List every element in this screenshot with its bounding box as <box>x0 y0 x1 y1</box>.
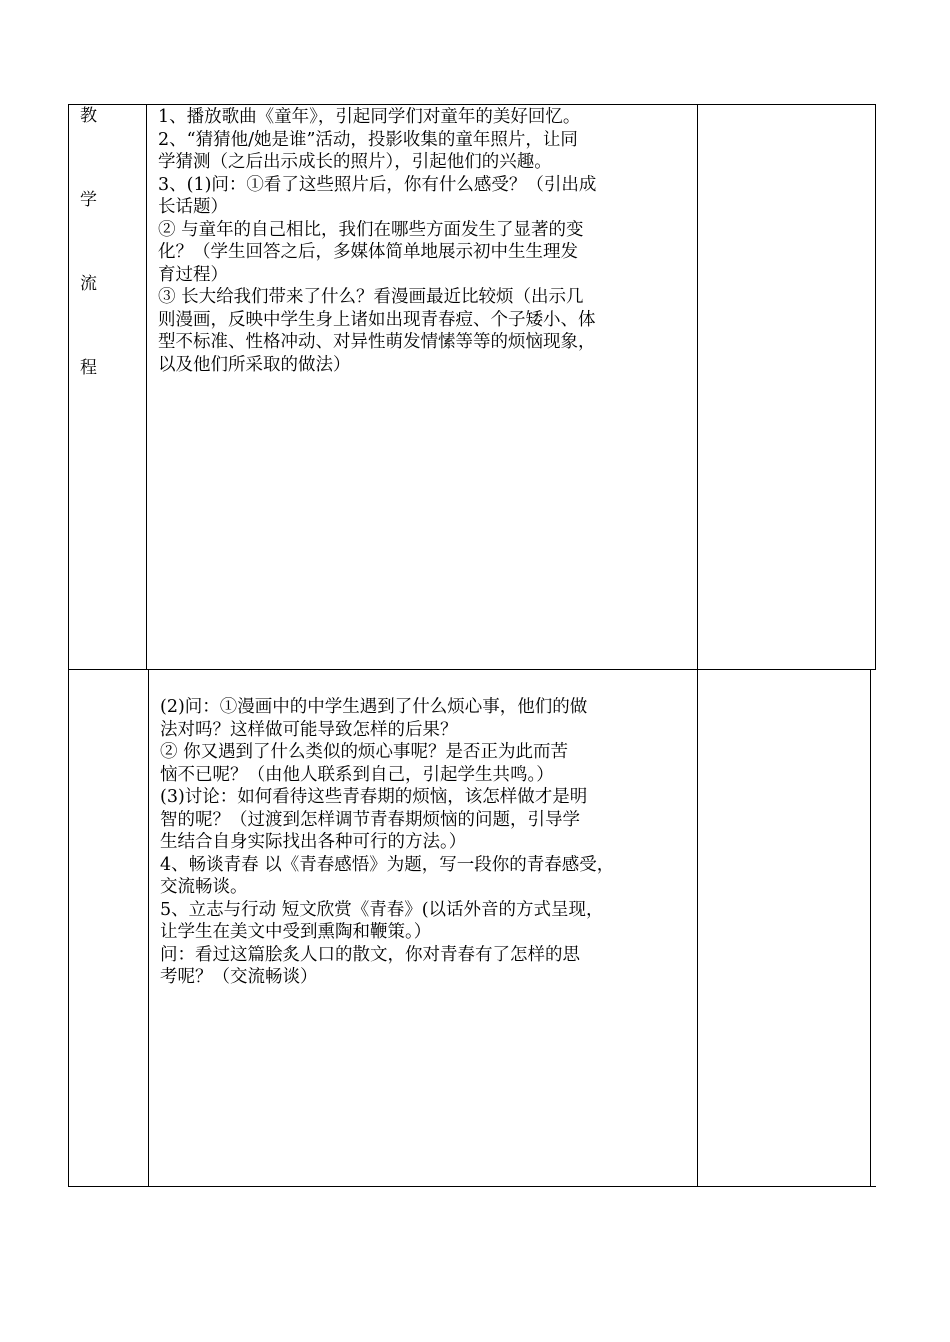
table1-top-border <box>68 104 876 105</box>
content-line: 化？（学生回答之后，多媒体简单地展示初中生生理发 <box>158 242 578 262</box>
content-line: (3)讨论：如何看待这些青春期的烦恼，该怎样做才是明 <box>160 787 588 807</box>
label-char: 学 <box>80 190 97 210</box>
content-line: 以及他们所采取的做法） <box>158 354 351 375</box>
content-line: 3、(1)问：①看了这些照片后，你有什么感受？（引出成 <box>158 174 597 195</box>
block1-content <box>158 106 596 376</box>
content-line: 交流畅谈。 <box>160 877 248 897</box>
content-line: 生结合自身实际找出各种可行的方法。） <box>160 832 467 852</box>
content-line: 法对吗？这样做可能导致怎样的后果？ <box>160 719 458 740</box>
label-char: 流 <box>80 274 97 294</box>
content-line: 问：看过这篇脍炙人口的散文，你对青春有了怎样的思 <box>160 944 580 965</box>
table1-right-border <box>875 104 876 670</box>
label-char: 程 <box>80 358 97 378</box>
content-line: (2)问：①漫画中的中学生遇到了什么烦心事，他们的做 <box>160 697 588 717</box>
table2-divider-2 <box>697 670 698 1187</box>
content-line: 型不标准、性格冲动、对异性萌发情愫等等的烦恼现象， <box>158 332 596 352</box>
content-line: 长话题） <box>158 197 228 217</box>
content-line: 2、“猜猜他/她是谁”活动，投影收集的童年照片，让同 <box>158 129 578 150</box>
table2-left-border <box>68 670 69 1187</box>
content-line: 智的呢？（过渡到怎样调节青春期烦恼的问题，引导学 <box>160 809 580 830</box>
table2-divider-1 <box>148 670 149 1187</box>
table1-left-border <box>68 104 69 670</box>
table2-right-border <box>870 670 871 1187</box>
content-line: 恼不已呢？（由他人联系到自己，引起学生共鸣。） <box>160 764 554 785</box>
content-line: 让学生在美文中受到熏陶和鞭策。） <box>160 922 432 942</box>
table1-divider-1 <box>146 104 147 670</box>
content-line: 则漫画，反映中学生身上诸如出现青春痘、个子矮小、体 <box>158 309 596 330</box>
content-line: 4、畅谈青春 以《青春感悟》为题，写一段你的青春感受， <box>160 854 615 875</box>
content-line: ② 你又遇到了什么类似的烦心事呢？是否正为此而苦 <box>160 742 569 762</box>
content-line: 学猜测（之后出示成长的照片），引起他们的兴趣。 <box>158 152 552 172</box>
table1-bottom-border <box>68 669 876 670</box>
content-line: ③ 长大给我们带来了什么？看漫画最近比较烦（出示几 <box>158 287 584 307</box>
table1-divider-2 <box>697 104 698 670</box>
block2-content <box>160 696 614 989</box>
content-line: 5、立志与行动 短文欣赏《青春》(以话外音的方式呈现， <box>160 899 604 920</box>
content-line: 1、播放歌曲《童年》，引起同学们对童年的美好回忆。 <box>158 107 581 127</box>
label-char: 教 <box>80 106 97 126</box>
table2-bottom-border <box>68 1186 876 1187</box>
content-line: 育过程） <box>158 264 228 285</box>
content-line: 考呢？（交流畅谈） <box>160 967 318 987</box>
content-line: ② 与童年的自己相比，我们在哪些方面发生了显著的变 <box>158 219 584 240</box>
